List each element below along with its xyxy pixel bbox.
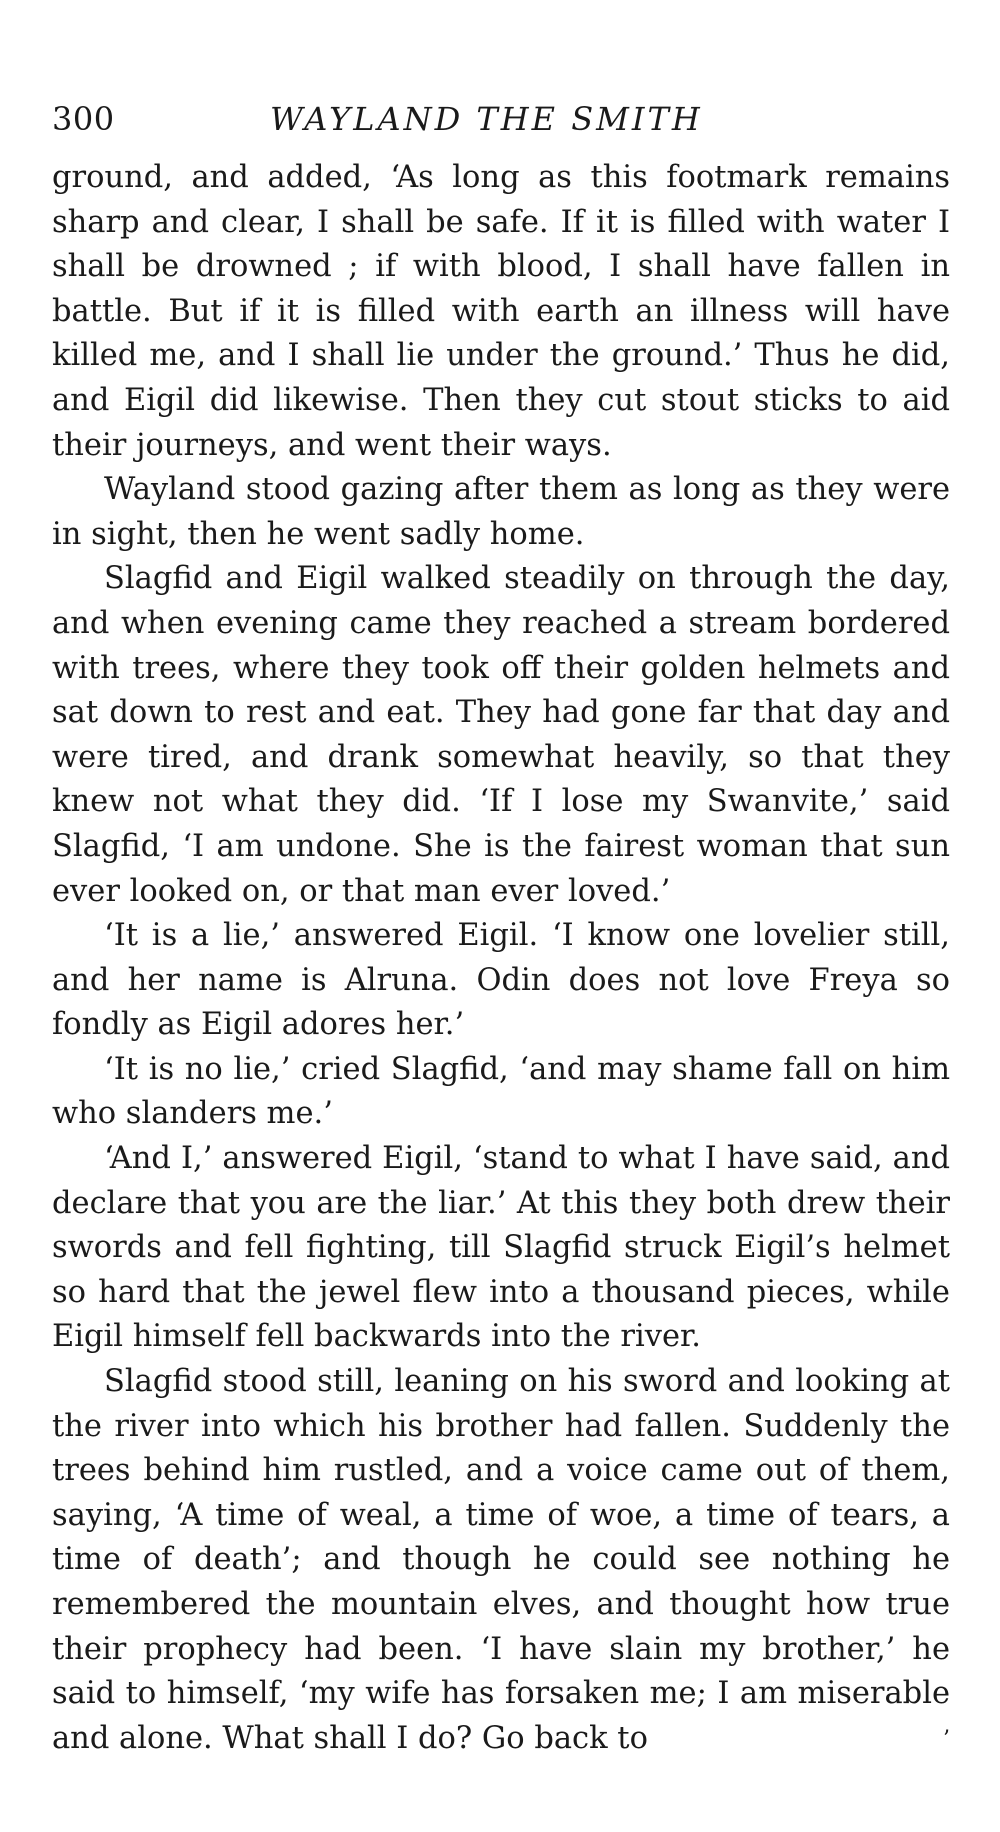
body-text xyxy=(52,156,950,1761)
paragraph: Wayland stood gazing after them as long as they were in sight, then he went sadly home. xyxy=(52,472,950,552)
paragraph: Slagfid and Eigil walked steadily on through the day, and when evening came they reached a stream bordered with trees, where they took off their golden helmets and sat down to rest and eat. They had gone far that day and were tired, and drank somewhat heavily, so that they knew not what they did. ‘If I lose my Swanvite,’ said Slagfid, ‘I am undone. She is the fairest woman that sun ever looked on, or that man ever loved.’ xyxy=(52,561,950,909)
paragraph: ‘It is no lie,’ cried Slagfid, ‘and may shame fall on him who slanders me.’ xyxy=(52,1051,950,1132)
paragraph: ‘It is a lie,’ answered Eigil. ‘I know one lovelier still, and her name is Alruna. Odin does not love Freya so fondly as Eigil adores her.’ xyxy=(52,918,950,1043)
page-number: 300 xyxy=(52,100,115,138)
paragraph: ‘And I,’ answered Eigil, ‘stand to what I have said, and declare that you are the liar.’ At this they both drew their swords and fell fighting, till Slagfid struck Eigil’s helmet so hard that the jewel flew into a thousand pieces, while Eigil himself fell backwards into the river. xyxy=(52,1141,950,1355)
running-head xyxy=(52,88,950,148)
running-title: WAYLAND THE SMITH xyxy=(270,100,703,138)
catchmark: ’ xyxy=(943,1727,950,1752)
paragraph: Slagfid stood still, leaning on his sword and looking at the river into which his brother had fallen. Suddenly the trees behind him rustled, and a voice came out of them, saying, ‘A time of weal, a time of woe, a time of tears, a time of death’; and though he could see nothing he remembered the mountain elves, and thought how true their prophecy had been. ‘I have slain my brother,’ he said to himself, ‘my wife has forsaken me; I am miserable and alone. What shall I do? Go back to xyxy=(52,1364,950,1756)
paragraph-continued: ground, and added, ‘As long as this footmark remains sharp and clear, I shall be safe. If it is filled with water I shall be drowned ; if with blood, I shall have fallen in battle. But if it is filled with earth an illness will have killed me, and I shall lie under the ground.’ Thus he did, and Eigil did likewise. Then they cut stout sticks to aid their journeys, and went their ways. xyxy=(52,160,950,463)
book-page xyxy=(52,88,950,1761)
